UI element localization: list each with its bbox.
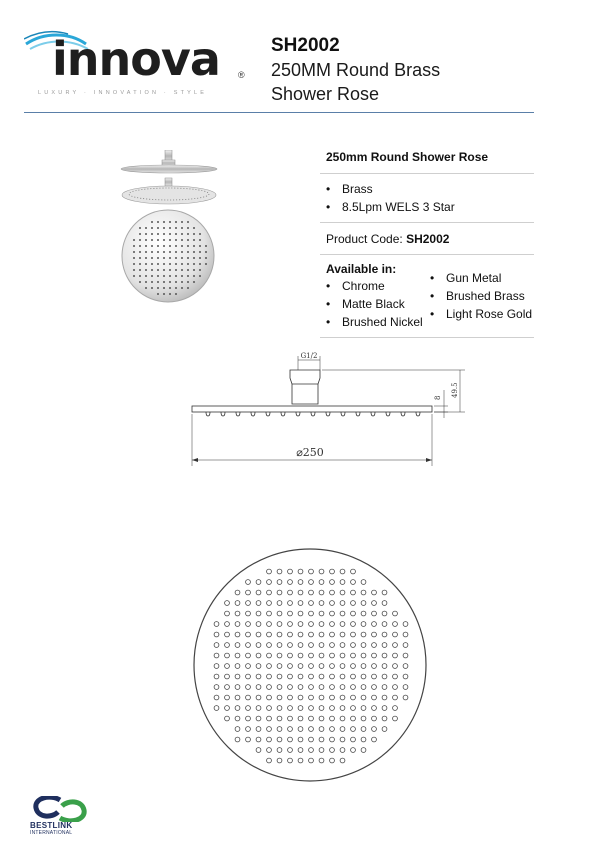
nozzle-dot [187,233,189,235]
bullet-icon: • [326,297,331,311]
product-sku: SH2002 [271,35,340,56]
product-title-block [271,34,440,106]
nozzle-dot [169,257,171,259]
nozzle-dot [169,227,171,229]
list-item [326,295,430,313]
nozzle-dot [151,263,153,265]
nozzle-dot [163,293,165,295]
nozzle-dot [187,263,189,265]
nozzle-dot [133,257,135,259]
nozzle-dot [175,275,177,277]
nozzle-dot [151,281,153,283]
list-item [326,198,534,216]
nozzle-dot [139,245,141,247]
nozzle-dot [181,263,183,265]
nozzle-dot [139,281,141,283]
nozzle-dot [199,257,201,259]
brand-logo [24,30,254,100]
nozzle-dot [163,227,165,229]
nozzle-tip [296,412,300,416]
nozzle-tip [236,412,240,416]
nozzle-dot [163,263,165,265]
nozzle-dot [169,263,171,265]
nozzle-dot [163,269,165,271]
nozzle-dot [133,239,135,241]
nozzle-dot [193,239,195,241]
nozzle-dot [181,227,183,229]
nozzle-dot [193,251,195,253]
nozzle-dot [175,293,177,295]
thread-dimension-label: G1/2 [300,352,318,360]
product-code-row [320,223,534,255]
nozzle-dot [151,233,153,235]
bestlink-logo [30,796,90,841]
nozzle-dot [187,275,189,277]
nozzle-dot [133,269,135,271]
thickness-dimension-label: 8 [434,395,442,400]
height-dimension-label: 49.5 [451,382,459,398]
nozzle-dot [193,263,195,265]
technical-plan-drawing [190,545,430,785]
nozzle-dot [145,245,147,247]
nozzle-dot [133,263,135,265]
nozzle-dot [193,269,195,271]
feature-text: 8.5Lpm WELS 3 Star [342,200,455,214]
nozzle-dot [175,257,177,259]
nozzle-dot [175,263,177,265]
nozzle-dot [205,245,207,247]
nozzle-dot [187,227,189,229]
nozzle-dot [145,239,147,241]
nozzle-dot [145,257,147,259]
nozzle-dot [175,281,177,283]
nozzle-dot [139,257,141,259]
nozzle-dot [181,245,183,247]
spec-heading-row [320,146,534,174]
product-photo-face-view [120,208,216,304]
product-photo-side-view [118,150,220,212]
brand-name: innova [52,32,220,86]
nozzle-dot [145,227,147,229]
product-code-value: SH2002 [406,232,450,246]
nozzle-dot [187,245,189,247]
finish-text: Chrome [342,279,385,293]
nozzle-dot [175,221,177,223]
nozzle-dot [169,221,171,223]
spec-heading: 250mm Round Shower Rose [326,150,489,164]
nozzle-dot [199,275,201,277]
list-item [326,277,430,295]
nozzle-dot [145,269,147,271]
nozzle-dot [187,251,189,253]
nozzle-tip [371,412,375,416]
nozzle-dot [139,269,141,271]
nozzle-dot [181,257,183,259]
finish-column-1 [326,261,430,331]
bullet-icon: • [326,200,331,214]
nozzle-dot [205,263,207,265]
nozzle-dot [199,245,201,247]
nozzle-dot [181,239,183,241]
nozzle-dot [187,281,189,283]
nozzle-dot [139,233,141,235]
nozzle-tip [266,412,270,416]
nozzle-dot [157,281,159,283]
list-item [430,305,534,323]
nozzle-dot [193,257,195,259]
nozzle-dot [175,287,177,289]
nozzle-dot [169,281,171,283]
nozzle-dot [163,281,165,283]
finish-text: Light Rose Gold [446,307,533,321]
nozzle-dot [151,227,153,229]
nozzle-tip [221,412,225,416]
nozzle-dot [199,233,201,235]
nozzle-dot [175,245,177,247]
nozzle-dot [163,287,165,289]
finish-list-1 [326,277,430,331]
bullet-icon: • [430,289,435,303]
nozzle-dot [139,275,141,277]
nozzle-dot [163,239,165,241]
nozzle-dot [139,263,141,265]
finish-text: Gun Metal [446,271,502,285]
nozzle-dot [193,233,195,235]
nozzle-tip [326,412,330,416]
bullet-icon: • [430,271,435,285]
nozzle-dot [199,239,201,241]
nozzle-tip [341,412,345,416]
nozzle-dot [151,275,153,277]
nozzle-tip [311,412,315,416]
nozzle-dot [145,233,147,235]
nozzle-dot [151,221,153,223]
nozzle-dot [193,245,195,247]
nozzle-dot [157,257,159,259]
nozzle-dot [205,251,207,253]
nozzle-dot [163,245,165,247]
nozzle-dot [169,251,171,253]
nozzle-dot [169,245,171,247]
nozzle-dot [187,239,189,241]
nozzle-tip [206,412,210,416]
nozzle-dot [181,281,183,283]
features-row [320,174,534,223]
feature-text: Brass [342,182,373,196]
technical-side-drawing [180,348,480,468]
finish-list-2 [430,269,534,323]
nozzle-dot [175,269,177,271]
nozzle-dot [187,287,189,289]
nozzle-dot [181,251,183,253]
availability-row [320,255,534,338]
nozzle-dot [181,221,183,223]
nozzle-dot [193,227,195,229]
nozzle-dot [145,251,147,253]
nozzle-tip [281,412,285,416]
nozzle-tip [386,412,390,416]
list-item [430,269,534,287]
nozzle-dot [151,251,153,253]
diameter-dimension-label: ⌀250 [296,446,324,459]
nozzle-dot [151,239,153,241]
registered-mark: ® [238,70,245,80]
bullet-icon: • [430,307,435,321]
nozzle-dot [205,257,207,259]
product-title-line2: Shower Rose [271,84,380,104]
nozzle-dot [181,269,183,271]
nozzle-dot [157,263,159,265]
nozzle-dot [169,287,171,289]
nozzle-tip [251,412,255,416]
nozzle-dot [157,293,159,295]
nozzle-dot [139,239,141,241]
nozzle-dot [139,227,141,229]
nozzle-dot [163,275,165,277]
product-code-label: Product Code: [326,232,403,246]
finish-text: Brushed Brass [446,289,525,303]
nozzle-dot [163,251,165,253]
list-item [430,287,534,305]
nozzle-dot [145,275,147,277]
nozzle-dot [193,281,195,283]
nozzle-dot [145,281,147,283]
nozzle-dot [181,233,183,235]
nozzle-dot [169,233,171,235]
nozzle-dot [175,239,177,241]
nozzle-dot [157,227,159,229]
nozzle-dot [169,275,171,277]
nozzle-dot [133,251,135,253]
nozzle-dot [157,239,159,241]
nozzle-dot [169,269,171,271]
nozzle-dot [133,245,135,247]
nozzle-tip [401,412,405,416]
nozzle-dot [133,275,135,277]
nozzle-dot [199,269,201,271]
feature-list [320,174,534,222]
nozzle-dot [163,257,165,259]
nozzle-dot [169,293,171,295]
nozzle-tip [356,412,360,416]
nozzle-dot [175,233,177,235]
footer-company-subtitle: INTERNATIONAL [30,830,73,836]
finish-text: Brushed Nickel [342,315,423,329]
spec-panel [320,146,534,338]
product-title-line1: 250MM Round Brass [271,60,441,80]
list-item [326,313,430,331]
nozzle-dot [163,221,165,223]
nozzle-dot [157,269,159,271]
finish-column-2 [430,261,534,331]
nozzle-tip [416,412,420,416]
nozzle-dot [193,275,195,277]
nozzle-dot [145,287,147,289]
header-divider [24,112,534,113]
nozzle-dot [157,251,159,253]
brand-tagline: LUXURY · INNOVATION · STYLE [38,90,208,96]
nozzle-dot [169,239,171,241]
bullet-icon: • [326,279,331,293]
nozzle-dot [199,251,201,253]
nozzle-dot [175,227,177,229]
nozzle-dot [157,245,159,247]
bullet-icon: • [326,182,331,196]
nozzle-dot [181,275,183,277]
nozzle-dot [145,263,147,265]
list-item [326,180,534,198]
footer-company-name: BESTLINK [30,821,73,830]
nozzle-dot [139,251,141,253]
nozzle-dot [175,251,177,253]
nozzle-dot [151,269,153,271]
finish-text: Matte Black [342,297,405,311]
nozzle-dot [151,257,153,259]
nozzle-dot [157,221,159,223]
nozzle-dot [187,269,189,271]
nozzle-dot [163,233,165,235]
nozzle-dot [157,287,159,289]
nozzle-dot [181,287,183,289]
nozzle-dot [157,233,159,235]
bestlink-mark-icon [32,796,88,822]
nozzle-dot [151,287,153,289]
nozzle-dot [157,275,159,277]
available-label: Available in: [326,262,397,276]
nozzle-dot [151,245,153,247]
nozzle-dot [187,221,189,223]
nozzle-dot [187,257,189,259]
nozzle-dot [199,263,201,265]
bullet-icon: • [326,315,331,329]
